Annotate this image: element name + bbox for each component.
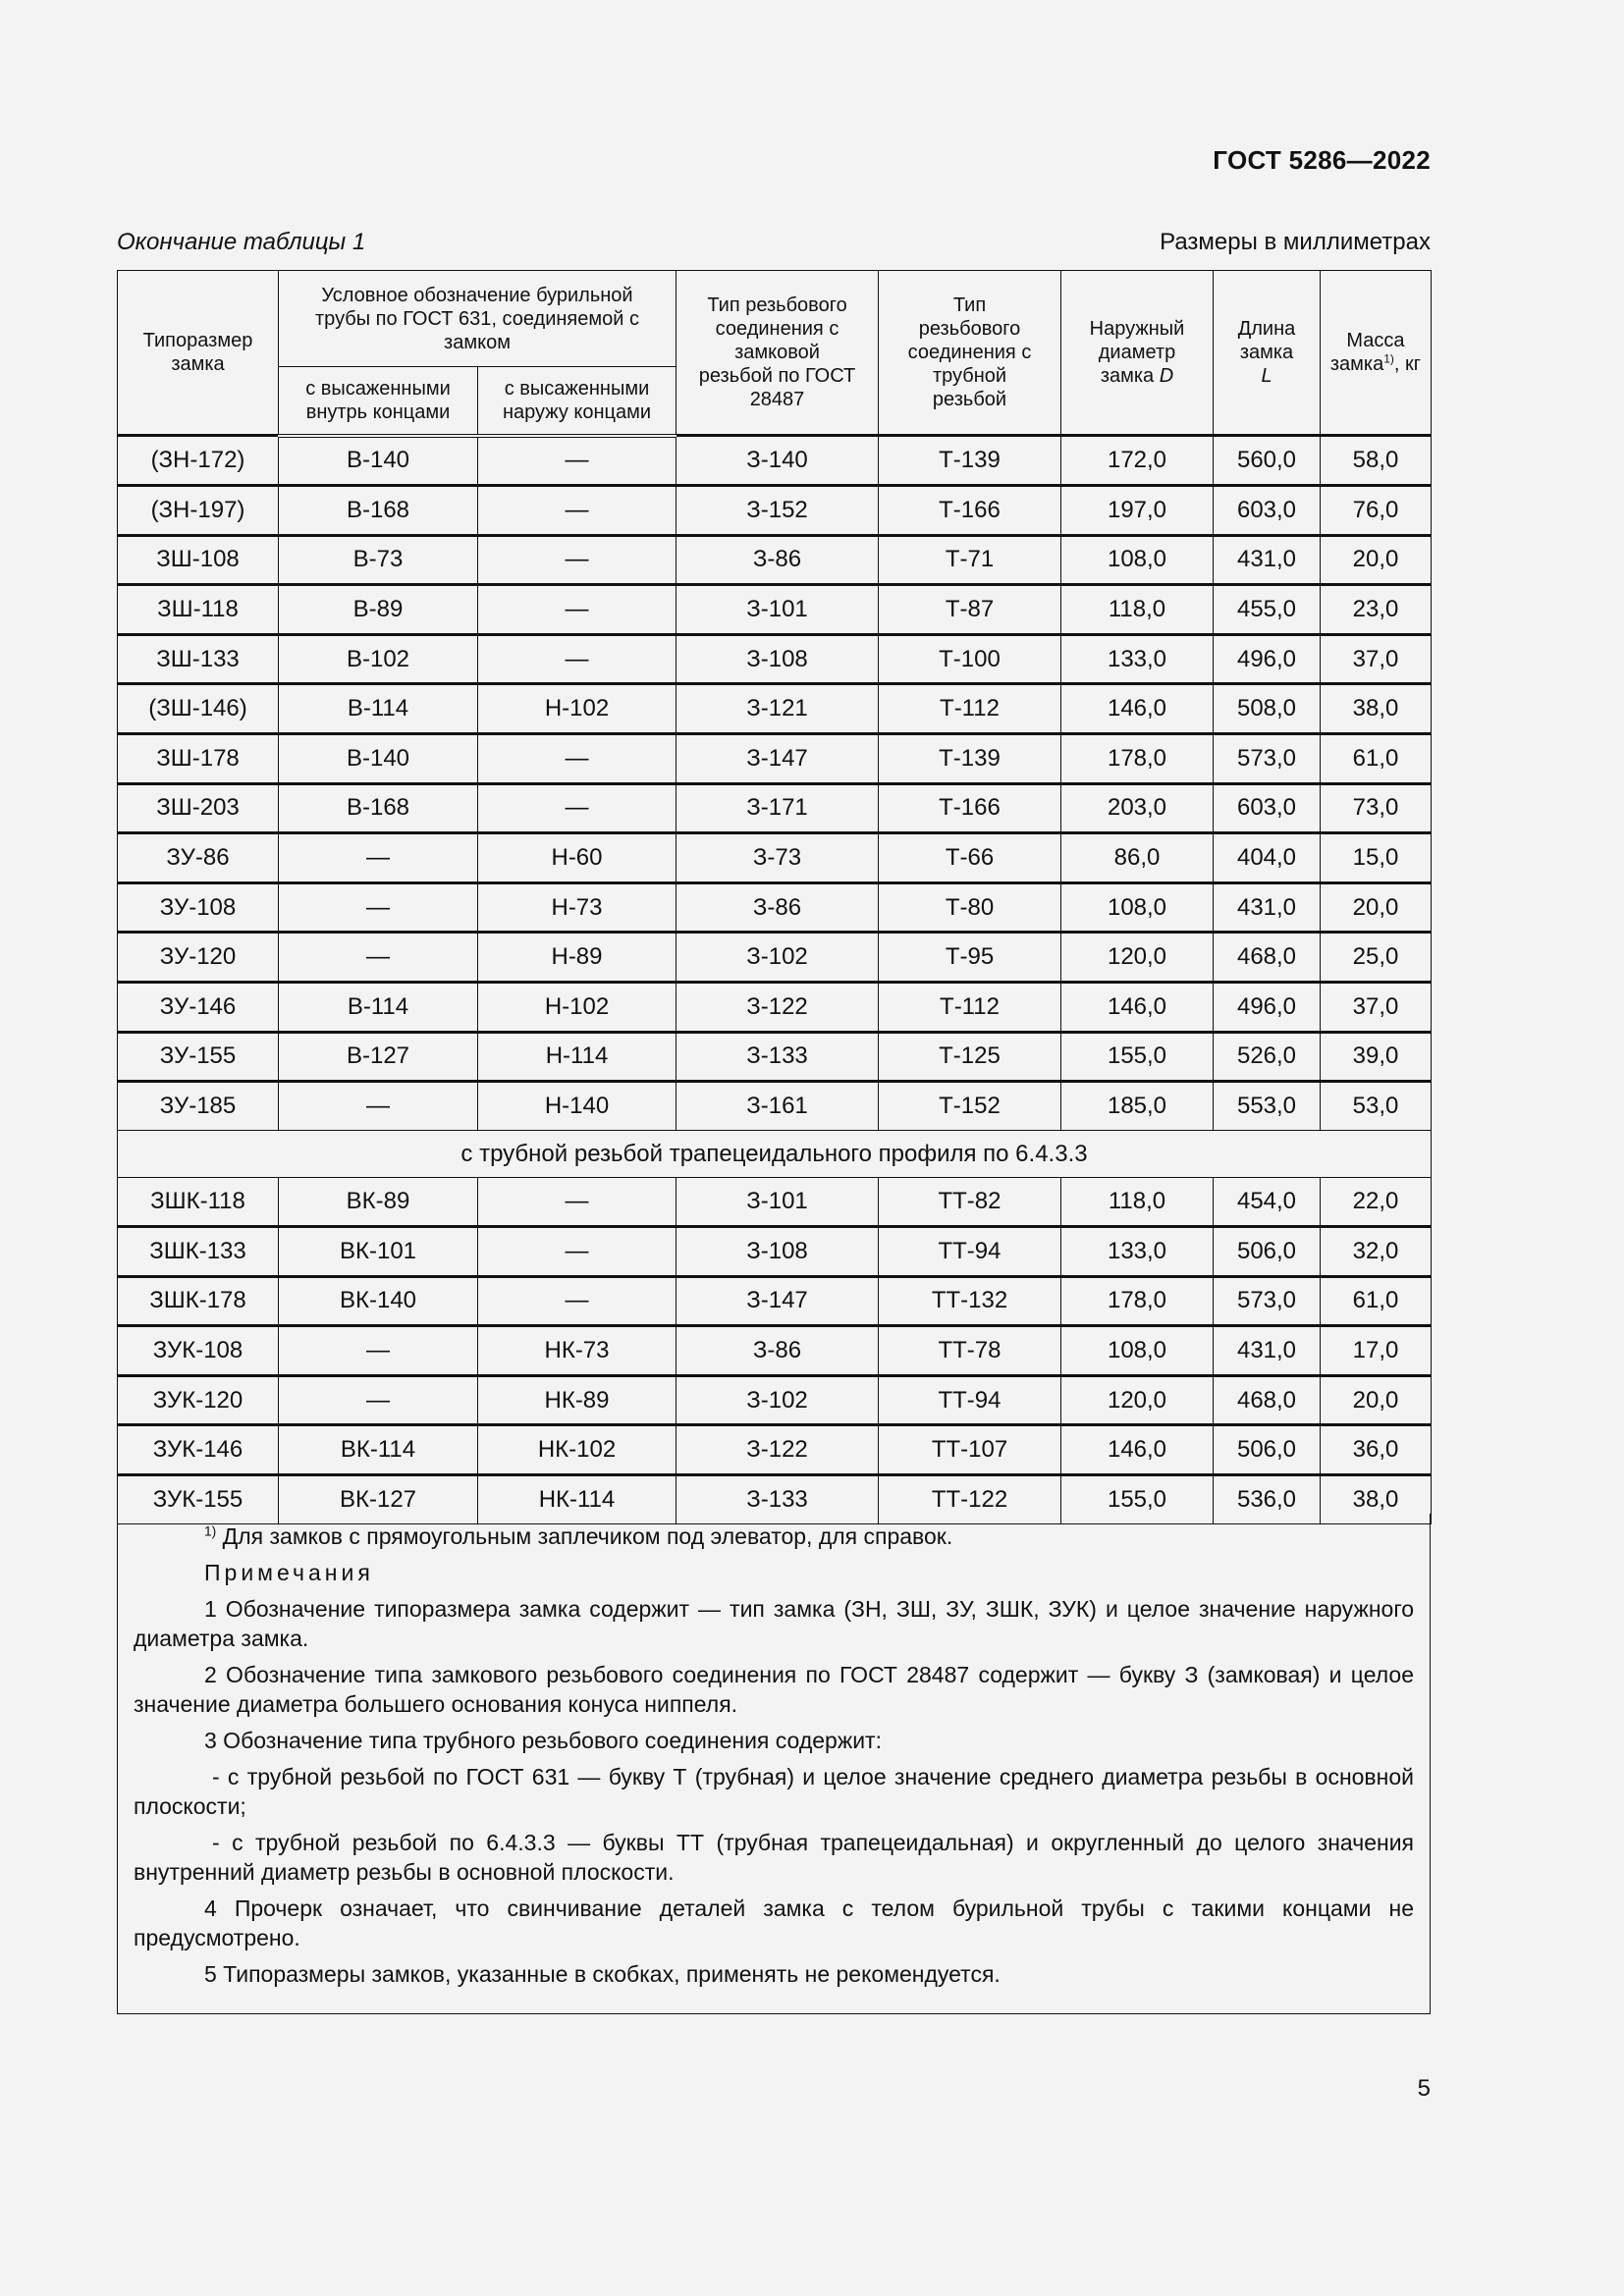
table-cell: 61,0 (1321, 734, 1432, 784)
table-cell: Н-102 (478, 684, 677, 734)
table-cell: 108,0 (1061, 882, 1214, 933)
table-cell: 496,0 (1214, 634, 1321, 684)
table-cell: З-161 (677, 1082, 879, 1131)
table-cell: — (478, 1276, 677, 1326)
table-cell: — (279, 1082, 478, 1131)
table-cell: 120,0 (1061, 1375, 1214, 1425)
note-item: 3 Обозначение типа трубного резьбового соединения содержит: (204, 1728, 882, 1753)
table-cell: В-114 (279, 983, 478, 1033)
note-item: - с трубной резьбой по 6.4.3.3 — буквы ТТ (трубная трапецеидальная) и округленный до целого значения внутренний диаметр резьбы в основной плоскости. (134, 1830, 1414, 1885)
table-cell: ТТ-94 (879, 1375, 1061, 1425)
table-cell: Т-166 (879, 486, 1061, 536)
header-pipe-group: Условное обозначение бурильной трубы по ГОСТ 631, соединяемой с замком (279, 271, 677, 367)
table-cell: 76,0 (1321, 486, 1432, 536)
table-cell: Т-112 (879, 684, 1061, 734)
table-cell: В-73 (279, 535, 478, 585)
table-cell: 108,0 (1061, 1326, 1214, 1376)
table-cell: (ЗН-197) (118, 486, 279, 536)
table-cell: 178,0 (1061, 1276, 1214, 1326)
table-cell: Т-139 (879, 436, 1061, 486)
table-cell: В-102 (279, 634, 478, 684)
table-cell: З-140 (677, 436, 879, 486)
table-cell: З-152 (677, 486, 879, 536)
table-row (118, 882, 1432, 933)
table-cell: 118,0 (1061, 1178, 1214, 1227)
table-cell: НК-73 (478, 1326, 677, 1376)
table-cell: З-147 (677, 1276, 879, 1326)
table-cell: ЗУ-155 (118, 1032, 279, 1082)
table-cell: ТТ-122 (879, 1474, 1061, 1523)
table-cell: ЗШ-203 (118, 783, 279, 833)
header-diameter-symbol: D (1159, 365, 1174, 387)
table-row (118, 833, 1432, 883)
table-cell: ЗШК-178 (118, 1276, 279, 1326)
table-cell: Н-140 (478, 1082, 677, 1131)
table-cell: З-101 (677, 1178, 879, 1227)
table-row (118, 1276, 1432, 1326)
table-cell: ЗШ-108 (118, 535, 279, 585)
table-cell: НК-114 (478, 1474, 677, 1523)
table-row (118, 634, 1432, 684)
footnote-text: Для замков с прямоугольным заплечиком под элеватор, для справок. (216, 1523, 953, 1549)
table-cell: 73,0 (1321, 783, 1432, 833)
table-cell: ЗШ-118 (118, 585, 279, 635)
table-cell: 108,0 (1061, 535, 1214, 585)
note-item: 1 Обозначение типоразмера замка содержит — тип замка (ЗН, ЗШ, ЗУ, ЗШК, ЗУК) и целое значение наружного диаметра замка. (134, 1596, 1414, 1651)
table-cell: ВК-89 (279, 1178, 478, 1227)
lock-dimensions-table (117, 270, 1432, 1524)
table-cell: 185,0 (1061, 1082, 1214, 1131)
table-cell: 61,0 (1321, 1276, 1432, 1326)
table-cell: Н-73 (478, 882, 677, 933)
table-cell: З-133 (677, 1032, 879, 1082)
table-row (118, 585, 1432, 635)
table-cell: В-114 (279, 684, 478, 734)
table-cell: ЗУ-185 (118, 1082, 279, 1131)
header-pipe-thread: Тип резьбового соединения с трубной резьбой (879, 271, 1061, 436)
table-cell: 36,0 (1321, 1425, 1432, 1475)
table-cell: З-102 (677, 933, 879, 983)
units-caption: Размеры в миллиметрах (1160, 229, 1431, 255)
note-item: 4 Прочерк означает, что свинчивание деталей замка с телом бурильной трубы с такими концами не предусмотрено. (134, 1896, 1414, 1950)
header-size: Типоразмер замка (118, 271, 279, 436)
table-cell: ЗУК-146 (118, 1425, 279, 1475)
table-cell: Т-100 (879, 634, 1061, 684)
header-mass-label: Масса замка (1329, 330, 1405, 375)
table-cell: ЗУК-108 (118, 1326, 279, 1376)
table-cell: 603,0 (1214, 486, 1321, 536)
table-row (118, 684, 1432, 734)
table-cell: 404,0 (1214, 833, 1321, 883)
table-cell: 37,0 (1321, 634, 1432, 684)
table-row (118, 933, 1432, 983)
table-cell: ЗУК-155 (118, 1474, 279, 1523)
table-cell: — (478, 1178, 677, 1227)
table-cell: — (478, 585, 677, 635)
table-cell: (ЗШ-146) (118, 684, 279, 734)
table-cell: 468,0 (1214, 1375, 1321, 1425)
table-cell: НК-89 (478, 1375, 677, 1425)
table-cell: З-133 (677, 1474, 879, 1523)
table-cell: 146,0 (1061, 983, 1214, 1033)
table-cell: 118,0 (1061, 585, 1214, 635)
table-cell: ТТ-94 (879, 1227, 1061, 1277)
table-cell: 506,0 (1214, 1227, 1321, 1277)
table-cell: ТТ-107 (879, 1425, 1061, 1475)
table-cell: Т-139 (879, 734, 1061, 784)
table-cell: — (478, 734, 677, 784)
table-cell: ЗШ-133 (118, 634, 279, 684)
table-row (118, 734, 1432, 784)
header-mass-footnote: 1) (1383, 351, 1394, 366)
table-cell: ТТ-82 (879, 1178, 1061, 1227)
table-cell: З-108 (677, 1227, 879, 1277)
table-cell: Н-60 (478, 833, 677, 883)
notes-title: Примечания (204, 1560, 374, 1585)
header-length-symbol: L (1261, 365, 1272, 387)
table-cell: — (478, 783, 677, 833)
table-row (118, 1082, 1432, 1131)
header-mass-unit: , кг (1393, 353, 1422, 375)
table-cell: 32,0 (1321, 1227, 1432, 1277)
table-cell: З-171 (677, 783, 879, 833)
table-cell: — (478, 436, 677, 486)
table-cell: ВК-101 (279, 1227, 478, 1277)
table-cell: 560,0 (1214, 436, 1321, 486)
table-cell: З-122 (677, 983, 879, 1033)
table-row (118, 1032, 1432, 1082)
table-cell: ВК-114 (279, 1425, 478, 1475)
table-cell: — (478, 1227, 677, 1277)
table-cell: 508,0 (1214, 684, 1321, 734)
table-cell: 133,0 (1061, 634, 1214, 684)
table-cell: З-102 (677, 1375, 879, 1425)
table-row (118, 486, 1432, 536)
table-cell: Н-102 (478, 983, 677, 1033)
table-cell: Т-112 (879, 983, 1061, 1033)
table-cell: З-73 (677, 833, 879, 883)
table-cell: 17,0 (1321, 1326, 1432, 1376)
table-row (118, 983, 1432, 1033)
note-item: 5 Типоразмеры замков, указанные в скобках, применять не рекомендуется. (204, 1961, 1001, 1987)
table-cell: — (279, 833, 478, 883)
table-row (118, 1375, 1432, 1425)
table-row (118, 535, 1432, 585)
header-diameter-label: Наружный диаметр замка (1089, 318, 1185, 387)
table-cell: Т-66 (879, 833, 1061, 883)
table-cell: ЗУК-120 (118, 1375, 279, 1425)
table-cell: Т-95 (879, 933, 1061, 983)
footnote (134, 1522, 1414, 1551)
table-cell: ВК-127 (279, 1474, 478, 1523)
table-cell: Т-166 (879, 783, 1061, 833)
section-row (118, 1130, 1432, 1178)
table-cell: В-140 (279, 436, 478, 486)
table-cell: 431,0 (1214, 1326, 1321, 1376)
table-cell: 553,0 (1214, 1082, 1321, 1131)
table-cell: 496,0 (1214, 983, 1321, 1033)
table-cell: 86,0 (1061, 833, 1214, 883)
table-cell: З-86 (677, 1326, 879, 1376)
table-cell: Т-71 (879, 535, 1061, 585)
table-cell: 20,0 (1321, 882, 1432, 933)
table-cell: 573,0 (1214, 734, 1321, 784)
table-caption: Окончание таблицы 1 (117, 229, 366, 255)
table-cell: 39,0 (1321, 1032, 1432, 1082)
table-cell: 23,0 (1321, 585, 1432, 635)
table-cell: 203,0 (1061, 783, 1214, 833)
table-cell: ТТ-78 (879, 1326, 1061, 1376)
table-cell: В-168 (279, 783, 478, 833)
table-cell: Т-80 (879, 882, 1061, 933)
table-cell: 454,0 (1214, 1178, 1321, 1227)
table-cell: 15,0 (1321, 833, 1432, 883)
table-cell: ЗУ-108 (118, 882, 279, 933)
table-cell: З-101 (677, 585, 879, 635)
table-cell: Т-125 (879, 1032, 1061, 1082)
table-cell: З-147 (677, 734, 879, 784)
header-lock-thread: Тип резьбового соединения с замковой резьбой по ГОСТ 28487 (677, 271, 879, 436)
table-cell: З-86 (677, 535, 879, 585)
table-row (118, 1326, 1432, 1376)
table-cell: 172,0 (1061, 436, 1214, 486)
notes-block (117, 1514, 1431, 2014)
footnote-mark: 1) (204, 1523, 217, 1539)
table-cell: 22,0 (1321, 1178, 1432, 1227)
table-cell: ЗУ-146 (118, 983, 279, 1033)
table-cell: ЗУ-86 (118, 833, 279, 883)
table-cell: ЗШ-178 (118, 734, 279, 784)
table-cell: ЗШК-133 (118, 1227, 279, 1277)
table-cell: 431,0 (1214, 535, 1321, 585)
table-row (118, 1178, 1432, 1227)
table-cell: Т-152 (879, 1082, 1061, 1131)
table-row (118, 1425, 1432, 1475)
table-cell: (ЗН-172) (118, 436, 279, 486)
note-item: 2 Обозначение типа замкового резьбового соединения по ГОСТ 28487 содержит — букву З (замковая) и целое значение диаметра большего основания конуса ниппеля. (134, 1662, 1414, 1717)
table-cell: — (478, 535, 677, 585)
table-cell: 431,0 (1214, 882, 1321, 933)
header-outer-ends: с высаженными наружу концами (478, 367, 677, 436)
table-cell: — (279, 1326, 478, 1376)
table-row (118, 783, 1432, 833)
table-cell: Н-89 (478, 933, 677, 983)
table-cell: 58,0 (1321, 436, 1432, 486)
table-cell: 146,0 (1061, 684, 1214, 734)
table-cell: ЗУ-120 (118, 933, 279, 983)
header-mass (1321, 271, 1432, 436)
header-diameter (1061, 271, 1214, 436)
table-cell: Н-114 (478, 1032, 677, 1082)
table-cell: В-140 (279, 734, 478, 784)
table-cell: 506,0 (1214, 1425, 1321, 1475)
table-cell: В-127 (279, 1032, 478, 1082)
table-cell: З-121 (677, 684, 879, 734)
table-cell: З-108 (677, 634, 879, 684)
table-row (118, 1227, 1432, 1277)
table-cell: ТТ-132 (879, 1276, 1061, 1326)
table-cell: — (279, 882, 478, 933)
table-cell: — (478, 486, 677, 536)
table-cell: 120,0 (1061, 933, 1214, 983)
table-cell: 455,0 (1214, 585, 1321, 635)
table-cell: 20,0 (1321, 535, 1432, 585)
table-cell: 38,0 (1321, 1474, 1432, 1523)
table-cell: 38,0 (1321, 684, 1432, 734)
table-cell: 573,0 (1214, 1276, 1321, 1326)
table-cell: 53,0 (1321, 1082, 1432, 1131)
table-cell: 133,0 (1061, 1227, 1214, 1277)
header-inner-ends: с высаженными внутрь концами (279, 367, 478, 436)
table-cell: — (279, 1375, 478, 1425)
table-cell: В-89 (279, 585, 478, 635)
table-cell: ВК-140 (279, 1276, 478, 1326)
header-length (1214, 271, 1321, 436)
table-cell: 25,0 (1321, 933, 1432, 983)
table-cell: НК-102 (478, 1425, 677, 1475)
table-cell: 155,0 (1061, 1474, 1214, 1523)
table-cell: 526,0 (1214, 1032, 1321, 1082)
table-cell: 155,0 (1061, 1032, 1214, 1082)
table-cell: 178,0 (1061, 734, 1214, 784)
table-cell: 197,0 (1061, 486, 1214, 536)
table-cell: 468,0 (1214, 933, 1321, 983)
table-cell: ЗШК-118 (118, 1178, 279, 1227)
table-cell: 603,0 (1214, 783, 1321, 833)
table-cell: 536,0 (1214, 1474, 1321, 1523)
table-cell: — (478, 634, 677, 684)
table-cell: 37,0 (1321, 983, 1432, 1033)
table-row (118, 436, 1432, 486)
table-cell: 146,0 (1061, 1425, 1214, 1475)
page-number: 5 (1417, 2075, 1431, 2102)
table-cell: — (279, 933, 478, 983)
table-cell: В-168 (279, 486, 478, 536)
note-item: - с трубной резьбой по ГОСТ 631 — букву Т (трубная) и целое значение среднего диаметра резьбы в основной плоскости; (134, 1764, 1414, 1819)
section-label: с трубной резьбой трапецеидального профиля по 6.4.3.3 (118, 1130, 1432, 1178)
table-cell: 20,0 (1321, 1375, 1432, 1425)
document-standard-number: ГОСТ 5286—2022 (1213, 145, 1431, 175)
table-cell: З-122 (677, 1425, 879, 1475)
table-cell: З-86 (677, 882, 879, 933)
header-length-label: Длина замка (1237, 318, 1296, 363)
table-cell: Т-87 (879, 585, 1061, 635)
